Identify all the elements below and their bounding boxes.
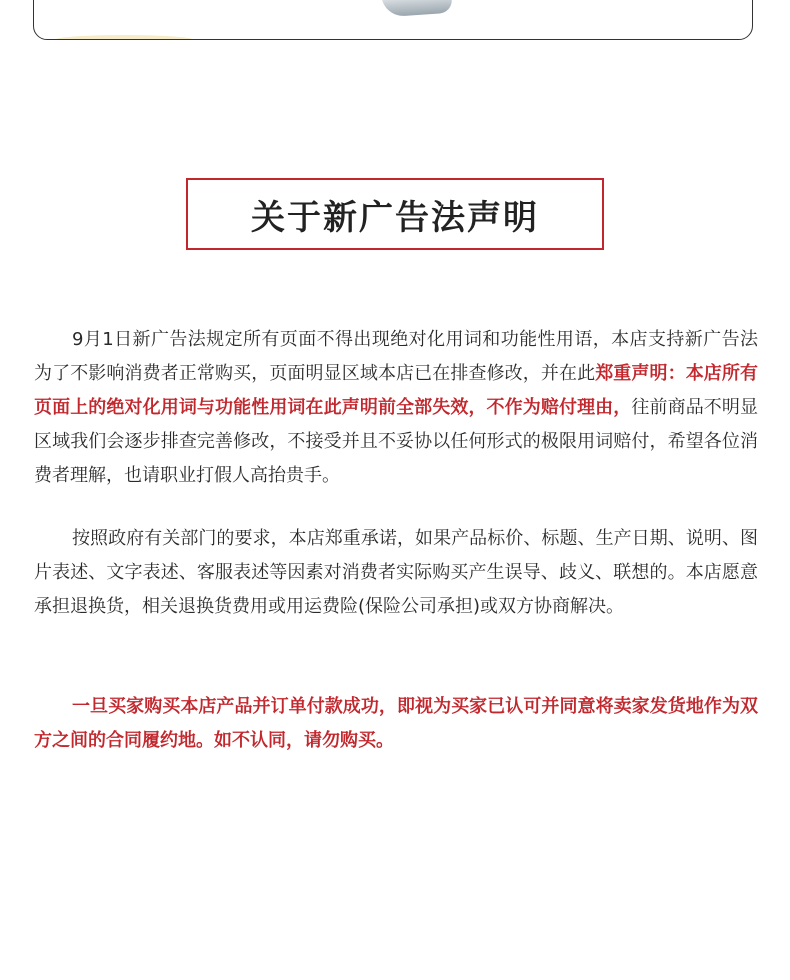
paragraph-rest: 往前商品不明显区域我们会逐步排查完善修改，不接受并且不妥协以任何形式的极限用词赔付，希望各位消费者理解，也请职业打假人高抬贵手。: [34, 397, 759, 486]
title-box: [186, 178, 604, 250]
decorative-glow: [54, 35, 194, 40]
paragraph-commitment: 按照政府有关部门的要求，本店郑重承诺，如果产品标价、标题、生产日期、说明、图片表述、文字表述、客服表述等因素对消费者实际购买产生误导、歧义、联想的。本店愿意承担退换货，相关退换货费用或用运费险(保险公司承担)或双方协商解决。: [34, 528, 758, 617]
product-image-fragment: [381, 0, 452, 17]
product-image-card: [33, 0, 753, 40]
paragraph-intro: 9月1日新广告法规定所有页面不得出现绝对化用词和功能性用语，本店支持新广告法为了不影响消费者正常购买，页面明显区域本店已在排查修改，并在此: [34, 329, 758, 384]
paragraph-contract-location: 一旦买家购买本店产品并订单付款成功，即视为买家已认可并同意将卖家发货地作为双方之间的合同履约地。如不认同，请勿购买。: [34, 696, 758, 751]
page-title: 关于新广告法声明: [251, 197, 539, 238]
solemn-declaration: 郑重声明：本店所有页面上的绝对化用词与功能性用词在此声明前全部失效，不作为赔付理由，: [34, 363, 759, 418]
paragraph-advertising-law: [34, 323, 758, 493]
